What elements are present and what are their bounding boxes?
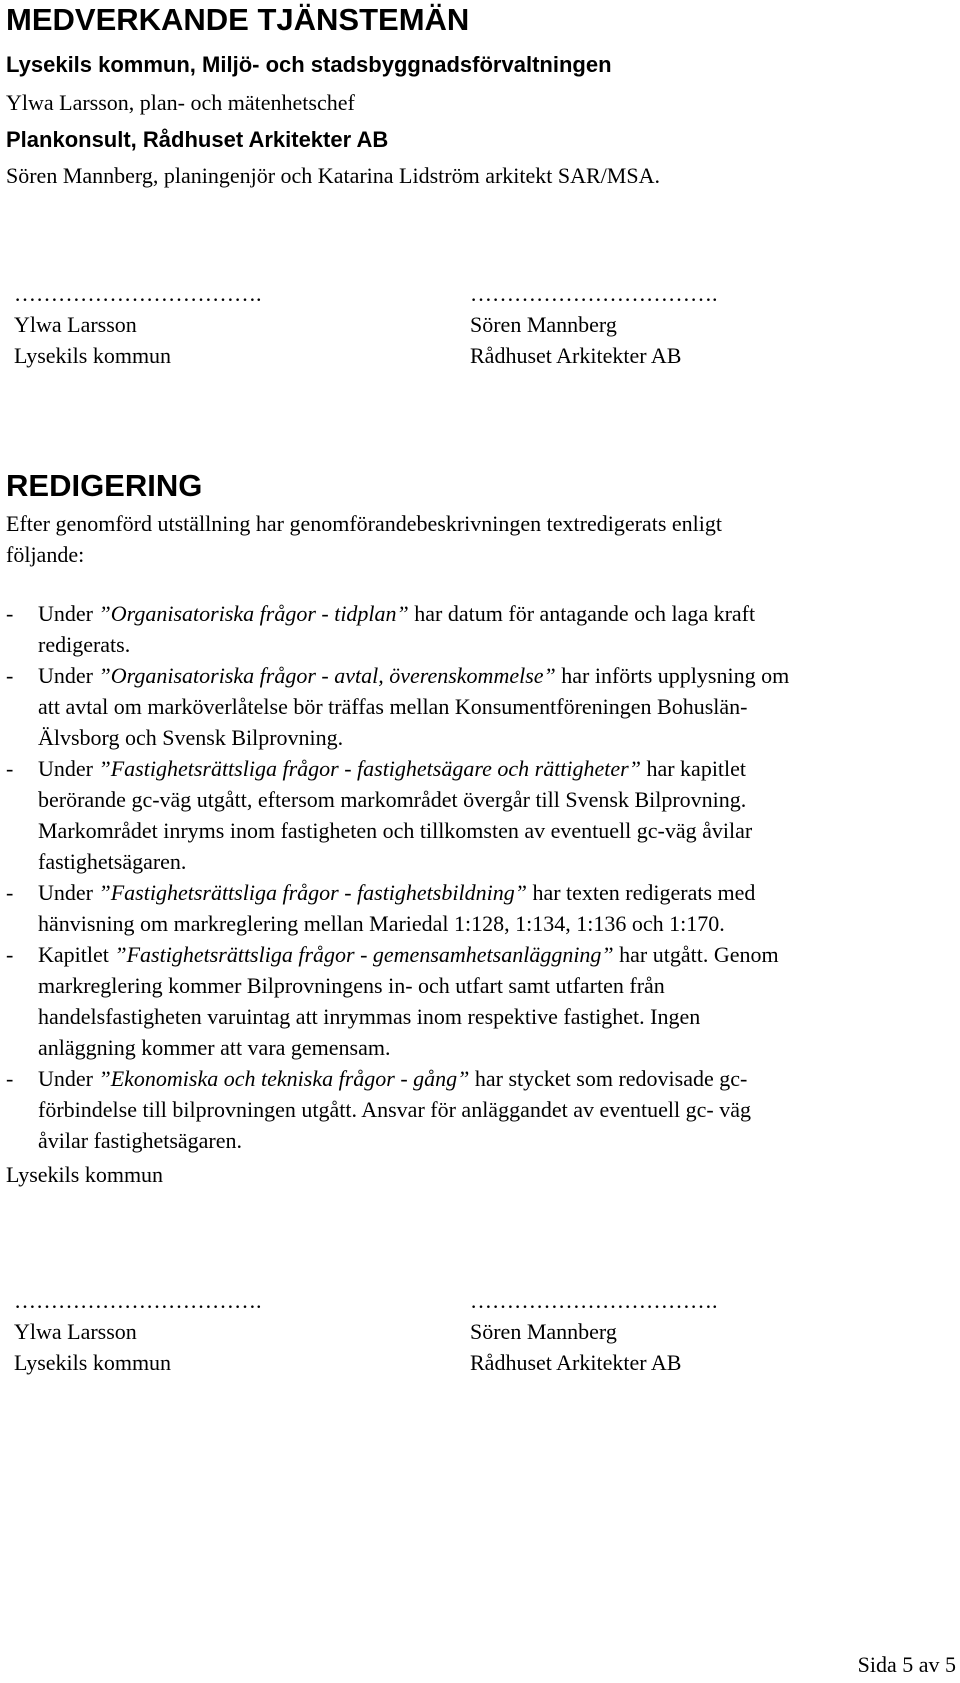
org-lysekil: Lysekils kommun, Miljö- och stadsbyggnadsförvaltningen	[6, 52, 612, 77]
item-text: berörande gc-väg utgått, eftersom markområdet övergår till Svensk Bilprovning.	[38, 787, 747, 812]
person-soren-katarina: Sören Mannberg, planingenjör och Katarina Lidström arkitekt SAR/MSA.	[6, 163, 660, 188]
signature-name: Ylwa Larsson	[14, 312, 137, 337]
item-text: Markområdet inryms inom fastigheten och tillkomsten av eventuell gc-väg åvilar	[38, 818, 753, 843]
item-text: åvilar fastighetsägaren.	[38, 1128, 243, 1153]
item-prefix: Under	[38, 880, 99, 905]
page-number: Sida 5 av 5	[857, 1652, 956, 1677]
signature-org: Rådhuset Arkitekter AB	[470, 343, 682, 368]
item-chapter-ref: ”Ekonomiska och tekniska frågor - gång”	[98, 1066, 470, 1091]
item-text: har datum för antagande och laga kraft	[414, 601, 756, 626]
item-text: förbindelse till bilprovningen utgått. Ansvar för anläggandet av eventuell gc- väg	[38, 1097, 751, 1122]
intro-line: följande:	[6, 542, 85, 567]
signature-line: …………………………….	[470, 281, 718, 306]
item-chapter-ref: ”Fastighetsrättsliga frågor - gemensamhetsanläggning”	[114, 942, 614, 967]
signature-line: …………………………….	[14, 281, 262, 306]
item-text: handelsfastigheten varuintag att inrymmas inom respektive fastighet. Ingen	[38, 1004, 701, 1029]
signature-name: Sören Mannberg	[470, 312, 617, 337]
list-dash: -	[6, 663, 14, 688]
org-plankonsult: Plankonsult, Rådhuset Arkitekter AB	[6, 127, 389, 152]
section-title-medverkande: MEDVERKANDE TJÄNSTEMÄN	[6, 2, 470, 37]
item-text: anläggning kommer att vara gemensam.	[38, 1035, 391, 1060]
list-dash: -	[6, 880, 14, 905]
item-text: har stycket som redovisade gc-	[474, 1066, 748, 1091]
redigering-intro	[6, 508, 906, 570]
item-chapter-ref: ”Fastighetsrättsliga frågor - fastighetsägare och rättigheter”	[98, 756, 641, 781]
list-dash: -	[6, 601, 14, 626]
item-prefix: Under	[38, 601, 99, 626]
section-title-redigering: REDIGERING	[6, 468, 203, 503]
redigering-list	[6, 598, 926, 1156]
item-chapter-ref: ”Fastighetsrättsliga frågor - fastighetsbildning”	[98, 880, 527, 905]
signature-org: Rådhuset Arkitekter AB	[470, 1350, 682, 1375]
list-dash: -	[6, 942, 14, 967]
signature-org: Lysekils kommun	[14, 343, 172, 368]
closing-org: Lysekils kommun	[6, 1162, 164, 1187]
item-text: har införts upplysning om	[561, 663, 790, 688]
item-text: fastighetsägaren.	[38, 849, 187, 874]
signature-right-1	[470, 278, 718, 371]
list-item	[6, 598, 926, 660]
signature-line: …………………………….	[470, 1288, 718, 1313]
signature-name: Sören Mannberg	[470, 1319, 617, 1344]
intro-line: Efter genomförd utställning har genomförandebeskrivningen textredigerats enligt	[6, 511, 722, 536]
item-text: Älvsborg och Svensk Bilprovning.	[38, 725, 344, 750]
item-chapter-ref: ”Organisatoriska frågor - avtal, överenskommelse”	[98, 663, 556, 688]
list-item	[6, 753, 926, 877]
list-dash: -	[6, 1066, 14, 1091]
item-prefix: Under	[38, 1066, 99, 1091]
signature-left-2	[14, 1285, 262, 1378]
item-text: har utgått. Genom	[619, 942, 779, 967]
item-prefix: Under	[38, 663, 99, 688]
list-item	[6, 1063, 926, 1156]
item-text: har texten redigerats med	[532, 880, 756, 905]
signature-left-1	[14, 278, 262, 371]
signature-line: …………………………….	[14, 1288, 262, 1313]
item-prefix: Kapitlet	[38, 942, 115, 967]
list-item	[6, 877, 926, 939]
signature-org: Lysekils kommun	[14, 1350, 172, 1375]
list-item	[6, 939, 926, 1063]
item-prefix: Under	[38, 756, 99, 781]
item-text: markreglering kommer Bilprovningens in- och utfart samt utfarten från	[38, 973, 665, 998]
item-text: att avtal om marköverlåtelse bör träffas mellan Konsumentföreningen Bohuslän-	[38, 694, 748, 719]
item-text: hänvisning om markreglering mellan Mariedal 1:128, 1:134, 1:136 och 1:170.	[38, 911, 725, 936]
item-text: har kapitlet	[646, 756, 747, 781]
signature-right-2	[470, 1285, 718, 1378]
person-ylwa: Ylwa Larsson, plan- och mätenhetschef	[6, 90, 355, 115]
signature-name: Ylwa Larsson	[14, 1319, 137, 1344]
list-item	[6, 660, 926, 753]
item-text: redigerats.	[38, 632, 131, 657]
item-chapter-ref: ”Organisatoriska frågor - tidplan”	[98, 601, 409, 626]
list-dash: -	[6, 756, 14, 781]
